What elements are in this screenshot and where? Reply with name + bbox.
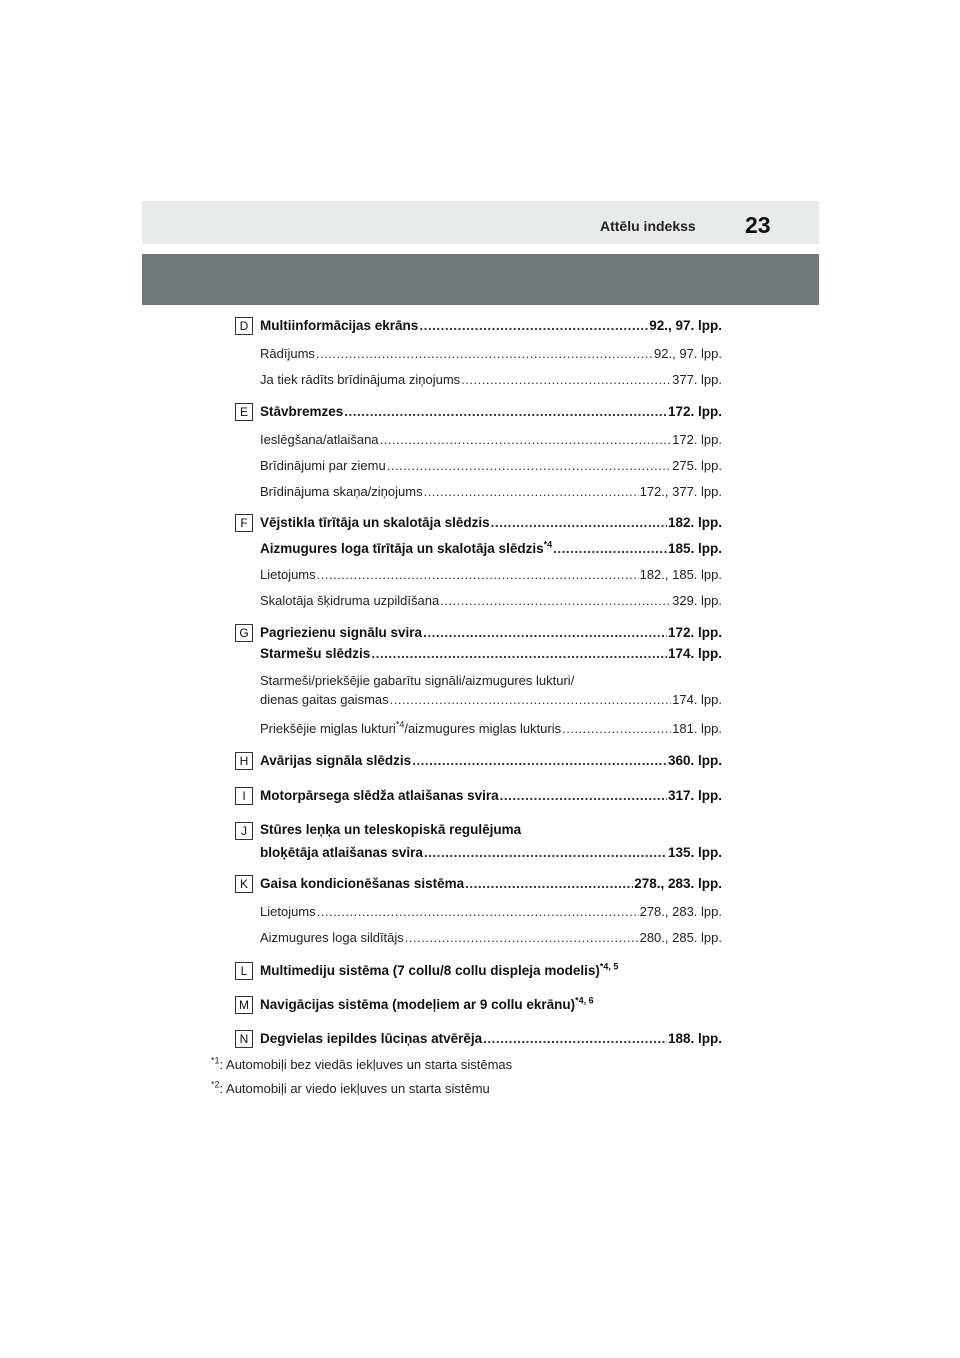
dot-leader [465,876,633,891]
entry-pages: 172., 377. lpp. [639,484,722,499]
dot-leader [461,372,671,387]
entry-label: Multiinformācijas ekrāns [260,318,419,333]
entry-pages: 174. lpp. [667,646,722,661]
entry-label: Skalotāja šķidruma uzpildīšana [260,593,440,608]
entry-label: Brīdinājuma skaņa/ziņojums [260,484,423,499]
section-letter-e: E [235,403,253,421]
entry-label: Gaisa kondicionēšanas sistēma [260,876,465,891]
section-letter-i: I [235,787,253,805]
entry-headlight-switch[interactable] [260,646,722,661]
section-letter-f: F [235,514,253,532]
entry-parking-brake[interactable] [260,404,722,419]
footnote-mark: *2 [211,1079,220,1090]
entry-usage[interactable] [260,567,722,582]
entry-headlights-line1: Starmeši/priekšējie gabarītu signāli/aizmugures lukturi/ [260,673,575,688]
dot-leader [562,721,671,736]
entry-label: Lietojums [260,904,316,919]
dot-leader [317,904,639,919]
entry-engage-release[interactable] [260,432,722,447]
entry-pages: 92., 97. lpp. [649,318,722,333]
entry-label: Brīdinājumi par ziemu [260,458,386,473]
section-bar [142,254,819,305]
section-letter-d: D [235,317,253,335]
dot-leader [483,1031,667,1046]
section-letter-l: L [235,962,253,980]
entry-hazard-switch[interactable] [260,753,722,768]
entry-pages: 278., 283. lpp. [639,904,722,919]
entry-label: Starmešu slēdzis [260,646,371,661]
entry-pages: 182. lpp. [667,515,722,530]
footnote-ref: *4 [395,721,405,730]
dot-leader [317,567,639,582]
entry-pages: 92., 97. lpp. [654,346,722,361]
dot-leader [440,593,671,608]
dot-leader [553,541,667,556]
entry-label: Motorpārsega slēdža atlaišanas svira [260,788,499,803]
dot-leader [405,930,639,945]
entry-display[interactable] [260,346,722,361]
entry-pages: 278., 283. lpp. [634,876,722,891]
dot-leader [424,484,639,499]
entry-steering-lock-line1: Stūres leņķa un teleskopiskā regulējuma [260,822,522,837]
entry-fuel-door-opener[interactable] [260,1031,722,1046]
footnote-1 [211,1057,512,1072]
entry-pages: 172. lpp. [667,625,722,640]
dot-leader [491,515,667,530]
entry-label: bloķētāja atlaišanas svira [260,845,423,860]
entry-multiinfo-display[interactable] [260,318,722,333]
section-letter-g: G [235,624,253,642]
entry-label: Aizmugures loga tīrītāja un skalotāja slēdzis$^{*4}$ [260,541,553,556]
dot-leader [424,845,667,860]
dot-leader [390,692,671,707]
entry-windshield-wiper-switch[interactable] [260,515,722,530]
entry-label: Vējstikla tīrītāja un skalotāja slēdzis [260,515,490,530]
footnote-ref: *4, 6 [575,995,594,1006]
dot-leader [500,788,667,803]
footnote-ref: *4, 5 [599,961,619,972]
entry-rear-wiper-switch[interactable] [260,541,722,556]
entry-pages: 188. lpp. [667,1031,722,1046]
entry-pages: 280., 285. lpp. [639,930,722,945]
dot-leader [371,646,667,661]
entry-daytime-lights[interactable] [260,692,722,707]
entry-label: Aizmugures loga sildītājs [260,930,404,945]
section-letter-j: J [235,822,253,840]
section-letter-k: K [235,875,253,893]
entry-label: Stāvbremzes [260,404,344,419]
entry-pages: 360. lpp. [667,753,722,768]
entry-label: Lietojums [260,567,316,582]
header-title: Attēlu indekss [600,218,696,234]
dot-leader [419,318,648,333]
dot-leader [344,404,667,419]
dot-leader [387,458,671,473]
entry-label: Avārijas signāla slēdzis [260,753,412,768]
entry-pages: 329. lpp. [672,593,722,608]
entry-pages: 174. lpp. [672,692,722,707]
footnote-ref: *4 [543,541,553,550]
entry-pages: 377. lpp. [672,372,722,387]
footnote-mark: *1 [211,1055,220,1066]
entry-label: dienas gaitas gaismas [260,692,389,707]
dot-leader [423,625,667,640]
entry-steering-lock-lever[interactable] [260,845,722,860]
entry-label: Degvielas iepildes lūciņas atvērēja [260,1031,483,1046]
entry-pages: 172. lpp. [672,432,722,447]
entry-pages: 172. lpp. [667,404,722,419]
entry-pages: 275. lpp. [672,458,722,473]
entry-label: Ja tiek rādīts brīdinājuma ziņojums [260,372,461,387]
footnote-text: : Automobiļi ar viedo iekļuves un starta sistēmu [219,1081,490,1096]
entry-navigation-system[interactable] [260,997,594,1012]
entry-label: Multimediju sistēma (7 collu/8 collu displeja modelis) [260,963,600,978]
dot-leader [380,432,672,447]
entry-turn-signal-lever[interactable] [260,625,722,640]
section-letter-m: M [235,996,253,1014]
entry-air-conditioning[interactable] [260,876,722,891]
entry-ac-usage[interactable] [260,904,722,919]
entry-washer-fluid[interactable] [260,593,722,608]
entry-warning-sound[interactable] [260,484,722,499]
entry-fog-lights[interactable] [260,721,722,736]
entry-pages: 135. lpp. [667,845,722,860]
entry-hood-release-lever[interactable] [260,788,722,803]
entry-label: Ieslēgšana/atlaišana [260,432,379,447]
section-letter-h: H [235,752,253,770]
page-number: 23 [745,212,771,238]
entry-pages: 182., 185. lpp. [639,567,722,582]
entry-label: Priekšējie miglas lukturi$^{*4}$/aizmugures miglas lukturis [260,721,562,736]
entry-warning-message[interactable] [260,372,722,387]
section-letter-n: N [235,1030,253,1048]
dot-leader [316,346,653,361]
entry-pages: 181. lpp. [672,721,722,736]
entry-label: Rādījums [260,346,315,361]
entry-winter-warnings[interactable] [260,458,722,473]
entry-rear-defogger[interactable] [260,930,722,945]
footnote-text: : Automobiļi bez viedās iekļuves un starta sistēmas [219,1057,513,1072]
header-band [142,201,819,244]
entry-label: Pagriezienu signālu svira [260,625,423,640]
entry-pages: 317. lpp. [667,788,722,803]
entry-multimedia-system[interactable] [260,963,618,978]
entry-pages: 185. lpp. [667,541,722,556]
entry-label: Navigācijas sistēma (modeļiem ar 9 collu ekrānu) [260,997,576,1012]
dot-leader [412,753,667,768]
footnote-2 [211,1081,490,1096]
